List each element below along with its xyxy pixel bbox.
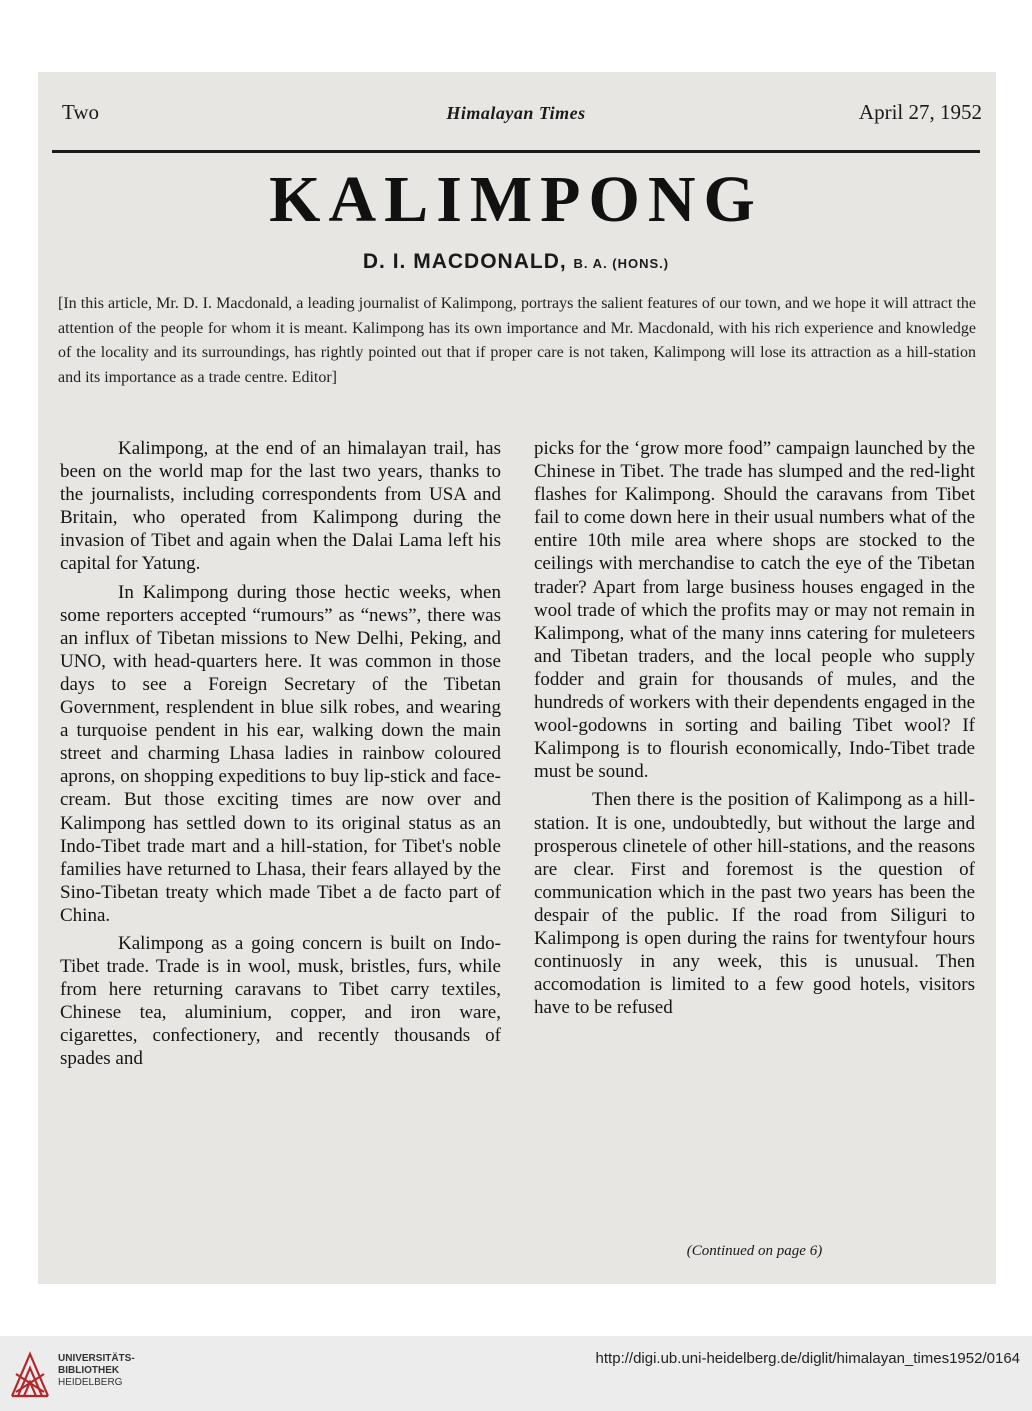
article-column-right — [534, 437, 975, 1024]
paragraph: picks for the ‘grow more food” campaign launched by the Chinese in Tibet. The trade has slumped and the red-light flashes for Kalimpong. Should the caravans from Tibet fail to come down here in their usual numbers what of the entire 10th mile area where shops are stocked to the ceilings with merchandise to catch the eye of the Tibetan trader? Apart from large business houses engaged in the wool trade of which the profits may or may not remain in Kalimpong, what of the many inns catering for muleteers and Tibetan traders, and the local people who supply fodder and grain for thousands of mules, and the hundreds of workers with their dependents engaged in the wool-godowns in sorting and bailing Tibet wool? If Kalimpong is to flourish economically, Indo-Tibet trade must be sound. — [534, 438, 975, 783]
viewer-footer — [0, 1336, 1032, 1411]
editor-intro: [In this article, Mr. D. I. Macdonald, a leading journalist of Kalimpong, portrays the salient features of our town, and we hope it will attract the attention of the people for whom it is meant. Kalimpong has its own importance and Mr. Macdonald, with his rich experience and knowledge of the locality and its surroundings, has rightly pointed out that if proper care is not taken, Kalimpong will lose its attraction as a hill-station and its importance as a trade centre. Editor] — [58, 295, 976, 386]
library-logo-icon[interactable] — [8, 1346, 52, 1402]
source-url-link[interactable]: http://digi.ub.uni-heidelberg.de/diglit/himalayan_times1952/0164 — [595, 1350, 1020, 1367]
byline-degree: B. A. (HONS.) — [573, 256, 670, 271]
paragraph: Then there is the position of Kalimpong as a hill-station. It is one, undoubtedly, but without the large and prosperous clinetele of other hill-stations, and the reasons are clear. First and foremost is the question of communication which in the past two years has been the despair of the public. If the road from Siliguri to Kalimpong is open during the rains for twentyfour hours continuosly in any week, this is unusual. Then accomodation is limited to a few good hotels, visitors have to be refused — [534, 789, 975, 1019]
paragraph: Kalimpong, at the end of an himalayan trail, has been on the world map for the last two years, thanks to the journalists, including correspondents from USA and Britain, who operated from Kalimpong during the invasion of Tibet and again when the Dalai Lama left his capital for Yatung. — [60, 438, 501, 575]
library-line: UNIVERSITÄTS- — [58, 1353, 135, 1364]
library-line: HEIDELBERG — [58, 1377, 123, 1388]
masthead: Himalayan Times — [446, 103, 586, 123]
article-title: KALIMPONG — [269, 163, 763, 236]
continued-note: (Continued on page 6) — [686, 1243, 823, 1259]
library-line: BIBLIOTHEK — [58, 1365, 120, 1376]
issue-date: April 27, 1952 — [858, 100, 982, 124]
page-number-label: Two — [62, 100, 100, 124]
article-column-left — [60, 437, 501, 1076]
paragraph: In Kalimpong during those hectic weeks, when some reporters accepted “rumours” as “news”, there was an influx of Tibetan missions to New Delhi, Peking, and UNO, with head-quarters here. It was common in those days to see a Foreign Secretary of the Tibetan Government, resplendent in blue silk robes, and wearing a turquoise pendent in his ear, walking down the main street and charming Lhasa ladies in rainbow coloured aprons, on shopping expeditions to buy lip-stick and face-cream. But those exciting times are now over and Kalimpong has settled down to its original status as an Indo-Tibet trade mart and a hill-station, for Tibet's noble families have returned to Lhasa, their fears allayed by the Sino-Tibetan treaty which made Tibet a de facto part of China. — [60, 581, 501, 926]
byline — [0, 250, 1032, 274]
header-rule — [52, 150, 980, 153]
library-name — [58, 1353, 135, 1389]
paragraph: Kalimpong as a going concern is built on Indo-Tibet trade. Trade is in wool, musk, bristles, furs, while from here returning caravans to Tibet carry textiles, Chinese tea, aluminium, copper, and iron ware, cigarettes, confectionery, and recently thousands of spades and — [60, 932, 501, 1070]
byline-name: D. I. MACDONALD, — [362, 250, 567, 273]
